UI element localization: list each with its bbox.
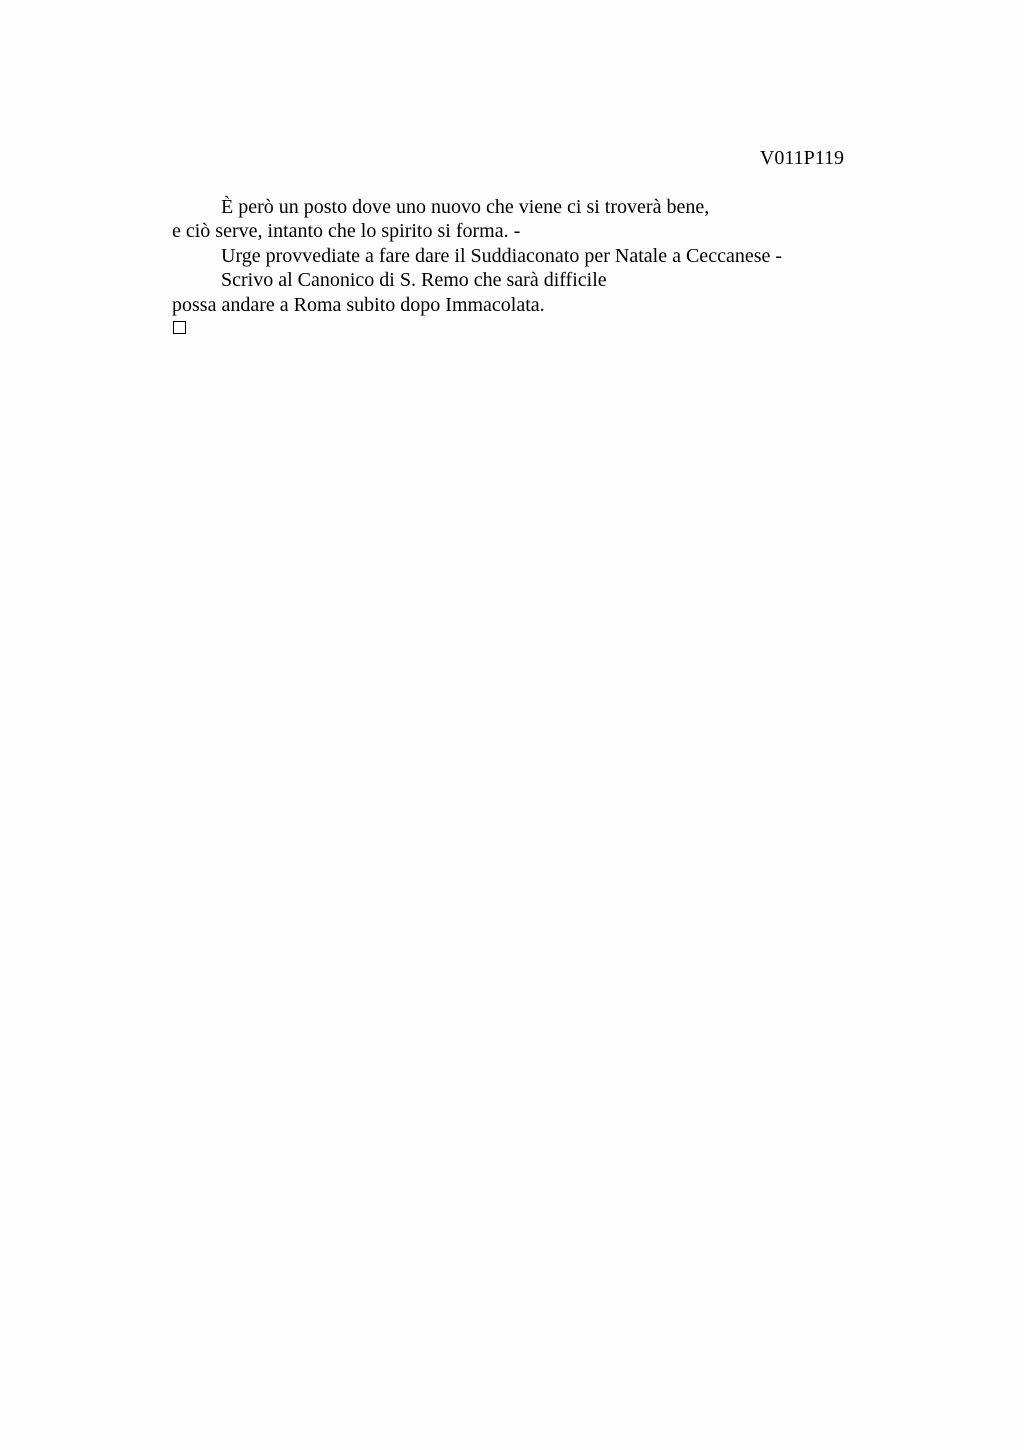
text-line-2: e ciò serve, intanto che lo spirito si forma. - xyxy=(172,220,521,243)
text-line-5: possa andare a Roma subito dopo Immacolata. xyxy=(172,293,545,316)
text-line-1: È però un posto dove uno nuovo che viene ci si troverà bene, xyxy=(221,196,710,218)
text-line-3: Urge provvediate a fare dare il Suddiaconato per Natale a Ceccanese - xyxy=(221,244,783,267)
page-code: V011P119 xyxy=(759,147,844,169)
text-line-4: Scrivo al Canonico di S. Remo che sarà difficile xyxy=(221,269,607,292)
letter-body xyxy=(172,195,872,317)
empty-square-icon xyxy=(173,321,186,334)
